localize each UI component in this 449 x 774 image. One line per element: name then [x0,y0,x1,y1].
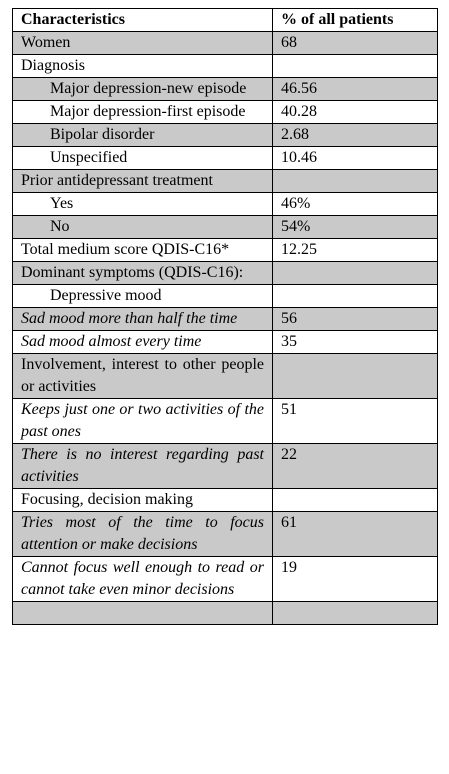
characteristic-cell [13,602,273,625]
characteristic-cell: Involvement, interest to other people or activities [13,354,273,399]
percent-cell [273,262,438,285]
characteristics-table [12,8,438,625]
table-row [13,557,438,602]
characteristic-cell: There is no interest regarding past activities [13,444,273,489]
percent-cell [273,354,438,399]
percent-cell: 40.28 [273,101,438,124]
characteristic-cell: Women [13,32,273,55]
characteristic-cell: No [13,216,273,239]
characteristic-cell: Keeps just one or two activities of the past ones [13,399,273,444]
percent-cell: 12.25 [273,239,438,262]
percent-cell: 2.68 [273,124,438,147]
table-row [13,262,438,285]
characteristic-cell: Yes [13,193,273,216]
percent-cell: 10.46 [273,147,438,170]
table-row [13,399,438,444]
characteristic-cell: Diagnosis [13,55,273,78]
characteristic-cell: Sad mood more than half the time [13,308,273,331]
table-row [13,489,438,512]
table-row [13,216,438,239]
header-characteristics: Characteristics [13,9,273,32]
table-row [13,78,438,101]
table-row [13,124,438,147]
percent-cell [273,170,438,193]
table-row [13,602,438,625]
percent-cell [273,285,438,308]
characteristic-cell: Major depression-new episode [13,78,273,101]
table-row [13,308,438,331]
characteristic-cell: Unspecified [13,147,273,170]
characteristic-cell: Tries most of the time to focus attention or make decisions [13,512,273,557]
table-body [13,32,438,625]
percent-cell: 46.56 [273,78,438,101]
percent-cell: 19 [273,557,438,602]
table-row [13,239,438,262]
characteristic-cell: Depressive mood [13,285,273,308]
table-row [13,101,438,124]
table-header-row [13,9,438,32]
percent-cell: 68 [273,32,438,55]
table-row [13,444,438,489]
percent-cell: 22 [273,444,438,489]
table-row [13,170,438,193]
characteristic-cell: Dominant symptoms (QDIS-C16): [13,262,273,285]
percent-cell: 46% [273,193,438,216]
table-row [13,285,438,308]
characteristic-cell: Focusing, decision making [13,489,273,512]
table-row [13,32,438,55]
table-row [13,354,438,399]
characteristic-cell: Sad mood almost every time [13,331,273,354]
characteristic-cell: Total medium score QDIS-C16* [13,239,273,262]
percent-cell: 35 [273,331,438,354]
characteristic-cell: Major depression-first episode [13,101,273,124]
table-row [13,147,438,170]
table-row [13,512,438,557]
characteristic-cell: Cannot focus well enough to read or cannot take even minor decisions [13,557,273,602]
percent-cell: 61 [273,512,438,557]
characteristic-cell: Prior antidepressant treatment [13,170,273,193]
percent-cell [273,55,438,78]
header-percent-of-patients: % of all patients [273,9,438,32]
percent-cell: 54% [273,216,438,239]
table-row [13,55,438,78]
table-row [13,331,438,354]
percent-cell: 56 [273,308,438,331]
percent-cell: 51 [273,399,438,444]
characteristic-cell: Bipolar disorder [13,124,273,147]
table-row [13,193,438,216]
percent-cell [273,489,438,512]
percent-cell [273,602,438,625]
